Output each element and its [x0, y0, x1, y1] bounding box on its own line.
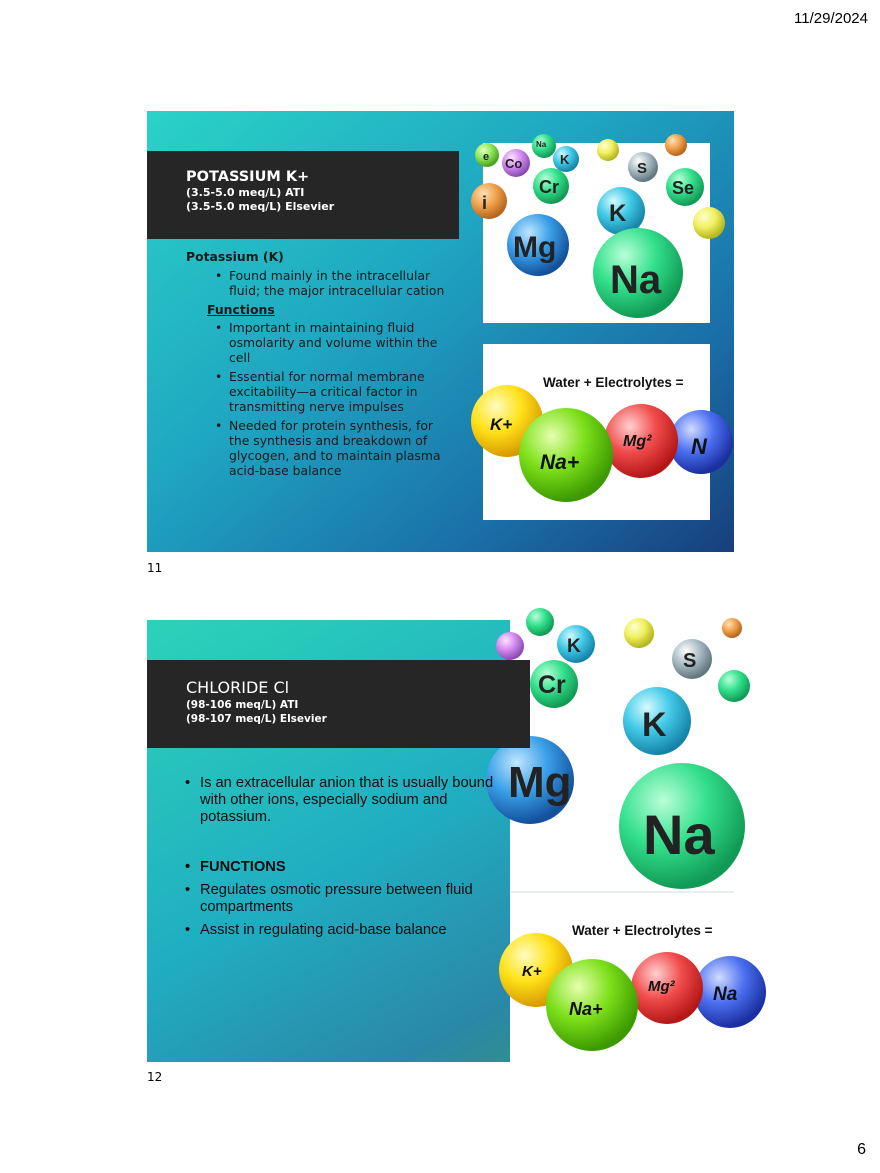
slide-body [184, 775, 514, 945]
ball-green-edge [718, 670, 750, 702]
ball-si [471, 183, 507, 219]
ball-label: Mg [513, 231, 557, 264]
function-item: • Essential for normal membrane excitability—a critical factor in transmitting nerve impulses [186, 369, 456, 414]
ball-label: e [483, 151, 490, 163]
slide-number: 12 [147, 1070, 163, 1084]
ball-label: Mg² [623, 433, 652, 450]
ball-i [624, 618, 654, 648]
slide-potassium [147, 111, 734, 552]
ball-label: K [642, 706, 667, 744]
ball-label: Cr [539, 177, 560, 197]
electrolyte-panel-image [508, 620, 738, 1062]
print-date: 11/29/2024 [794, 10, 868, 27]
slide-number: 11 [147, 561, 163, 575]
electrolyte-balls-image [482, 140, 710, 323]
body-heading: Potassium (K) [186, 249, 284, 264]
ball-label: K+ [522, 963, 542, 980]
page-number: 6 [857, 1141, 866, 1158]
ball-purple-edge [496, 632, 524, 660]
water-electrolytes-image [483, 344, 710, 520]
bullet-description: • Is an extracellular anion that is usually bound with other ions, especially sodium and potassium. [184, 775, 514, 826]
ball-label: Se [672, 178, 695, 198]
function-item: • Assist in regulating acid-base balance [184, 922, 514, 939]
ball-label: K [567, 636, 581, 657]
strip-caption: Water + Electrolytes = [543, 375, 684, 390]
functions-heading: Functions [207, 302, 275, 317]
bullet-location: • Found mainly in the intracellular fluid; the major intracellular cation [186, 268, 456, 298]
ball-label: K [609, 200, 627, 227]
slide-title-box [147, 151, 459, 239]
slide-subtitle-elsevier: (98-107 meq/L) Elsevier [186, 713, 327, 725]
ball-label: S [637, 160, 648, 177]
ball-label: Na+ [540, 451, 580, 474]
function-item: • Regulates osmotic pressure between fluid compartments [184, 882, 514, 916]
ball-label: K [560, 152, 570, 167]
ball-label: K+ [490, 415, 513, 434]
slide-chloride [147, 620, 738, 1062]
ball-label: Mg [508, 758, 572, 807]
slide-subtitle-elsevier: (3.5-5.0 meq/L) Elsevier [186, 200, 335, 213]
ball-si-top [665, 134, 687, 156]
ball-label: Cr [538, 671, 566, 699]
ball-label: i [482, 193, 488, 213]
ball-label: Na [536, 140, 547, 149]
ball-label: Na [713, 984, 738, 1005]
ball-label: N [691, 434, 707, 459]
function-item: • Important in maintaining fluid osmolarity and volume within the cell [186, 320, 456, 365]
slide-body [186, 249, 456, 482]
slide-title: POTASSIUM K+ [186, 169, 310, 185]
slide-subtitle-ati: (3.5-5.0 meq/L) ATI [186, 186, 305, 199]
ball-orange-edge [722, 618, 742, 638]
ball-i [597, 139, 619, 161]
ball-label: Na [610, 258, 662, 302]
ball-label: Mg² [648, 978, 675, 995]
ball-yellow-edge [693, 207, 725, 239]
ball-label: S [683, 650, 697, 672]
ball-label: Na [643, 803, 715, 866]
ball-label: Co [505, 156, 523, 171]
slide-subtitle-ati: (98-106 meq/L) ATI [186, 699, 299, 711]
ball-label: Na+ [569, 999, 603, 1019]
ball-na-top [526, 608, 554, 636]
function-item: • Needed for protein synthesis, for the synthesis and breakdown of glycogen, and to maintain plasma acid-base balance [186, 418, 456, 478]
bullet-functions-heading: • FUNCTIONS [184, 859, 514, 876]
strip-caption: Water + Electrolytes = [572, 923, 713, 938]
slide-title: CHLORIDE Cl [186, 678, 290, 697]
slide-title-box [147, 660, 530, 748]
